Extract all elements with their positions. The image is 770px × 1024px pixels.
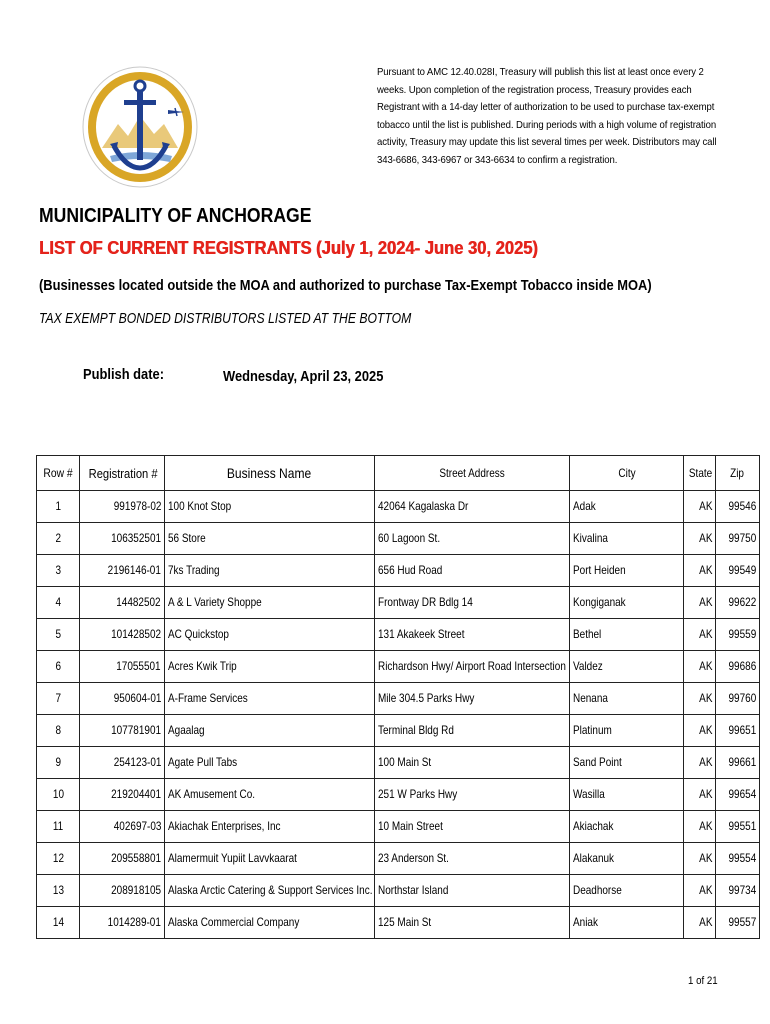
cell-business-name: Akiachak Enterprises, Inc	[165, 811, 375, 843]
cell-business-name: Agaalag	[165, 715, 375, 747]
column-header-zip: Zip	[716, 456, 760, 491]
cell-zip: 99654	[716, 779, 760, 811]
table-row	[37, 619, 760, 651]
publish-date-label: Publish date:	[83, 366, 165, 383]
cell-state: AK	[684, 491, 716, 523]
cell-city: Valdez	[570, 651, 684, 683]
cell-city: Aniak	[570, 907, 684, 939]
table-row	[37, 683, 760, 715]
cell-business-name: AC Quickstop	[165, 619, 375, 651]
cell-registration: 14482502	[80, 587, 165, 619]
table-header-row	[37, 456, 760, 491]
table-row	[37, 747, 760, 779]
cell-row-number: 7	[37, 683, 80, 715]
cell-business-name: Alaska Arctic Catering & Support Services Inc.	[165, 875, 375, 907]
table-row	[37, 843, 760, 875]
cell-zip: 99661	[716, 747, 760, 779]
table-row	[37, 875, 760, 907]
cell-street-address: 100 Main St	[375, 747, 570, 779]
cell-row-number: 3	[37, 555, 80, 587]
cell-city: Adak	[570, 491, 684, 523]
cell-city: Nenana	[570, 683, 684, 715]
cell-zip: 99651	[716, 715, 760, 747]
column-header-street-address: Street Address	[375, 456, 570, 491]
cell-registration: 1014289-01	[80, 907, 165, 939]
cell-business-name: Alaska Commercial Company	[165, 907, 375, 939]
municipality-seal-logo	[80, 64, 200, 190]
cell-row-number: 4	[37, 587, 80, 619]
column-header-state: State	[684, 456, 716, 491]
cell-state: AK	[684, 875, 716, 907]
cell-business-name: 56 Store	[165, 523, 375, 555]
table-row	[37, 811, 760, 843]
cell-city: Bethel	[570, 619, 684, 651]
cell-city: Deadhorse	[570, 875, 684, 907]
publication-notice: Pursuant to AMC 12.40.028I, Treasury will publish this list at least once every 2 weeks. Upon completion of the registration process, Treasury provides each Registrant with a 14-day letter of authorization to be used to purchase tax-exempt tobacco until the list is published. During periods with a high volume of registration activity, Treasury may update this list several times per week. Distributors may call 343-6686, 343-6967 or 343-6634 to confirm a registration.	[377, 67, 717, 166]
cell-street-address: 131 Akakeek Street	[375, 619, 570, 651]
cell-state: AK	[684, 843, 716, 875]
column-header-registration: Registration #	[80, 456, 165, 491]
cell-zip: 99734	[716, 875, 760, 907]
cell-registration: 254123-01	[80, 747, 165, 779]
cell-state: AK	[684, 747, 716, 779]
cell-state: AK	[684, 683, 716, 715]
cell-city: Sand Point	[570, 747, 684, 779]
table-row	[37, 779, 760, 811]
registrants-table	[36, 455, 760, 939]
page-title: MUNICIPALITY OF ANCHORAGE	[39, 205, 312, 227]
cell-registration: 991978-02	[80, 491, 165, 523]
cell-street-address: 23 Anderson St.	[375, 843, 570, 875]
cell-business-name: AK Amusement Co.	[165, 779, 375, 811]
table-row	[37, 491, 760, 523]
cell-street-address: 251 W Parks Hwy	[375, 779, 570, 811]
cell-row-number: 6	[37, 651, 80, 683]
cell-city: Alakanuk	[570, 843, 684, 875]
column-header-business-name: Business Name	[165, 456, 375, 491]
table-row	[37, 587, 760, 619]
cell-row-number: 10	[37, 779, 80, 811]
cell-state: AK	[684, 587, 716, 619]
cell-city: Kongiganak	[570, 587, 684, 619]
cell-state: AK	[684, 907, 716, 939]
cell-street-address: Mile 304.5 Parks Hwy	[375, 683, 570, 715]
cell-state: AK	[684, 555, 716, 587]
distributors-note: TAX EXEMPT BONDED DISTRIBUTORS LISTED AT THE BOTTOM	[39, 311, 412, 327]
cell-city: Port Heiden	[570, 555, 684, 587]
cell-zip: 99622	[716, 587, 760, 619]
column-header-row-number: Row #	[37, 456, 80, 491]
cell-row-number: 13	[37, 875, 80, 907]
cell-registration: 208918105	[80, 875, 165, 907]
cell-zip: 99557	[716, 907, 760, 939]
cell-street-address: 60 Lagoon St.	[375, 523, 570, 555]
cell-state: AK	[684, 811, 716, 843]
table-row	[37, 715, 760, 747]
cell-row-number: 1	[37, 491, 80, 523]
page-number: 1 of 21	[688, 975, 718, 987]
table-row	[37, 523, 760, 555]
list-subtitle: (Businesses located outside the MOA and authorized to purchase Tax-Exempt Tobacco inside MOA)	[39, 277, 652, 294]
cell-row-number: 11	[37, 811, 80, 843]
cell-registration: 209558801	[80, 843, 165, 875]
cell-state: AK	[684, 715, 716, 747]
cell-city: Kivalina	[570, 523, 684, 555]
cell-row-number: 9	[37, 747, 80, 779]
cell-business-name: Alamermuit Yupiit Lavvkaarat	[165, 843, 375, 875]
cell-street-address: Terminal Bldg Rd	[375, 715, 570, 747]
cell-zip: 99559	[716, 619, 760, 651]
cell-registration: 950604-01	[80, 683, 165, 715]
table-row	[37, 651, 760, 683]
cell-business-name: Acres Kwik Trip	[165, 651, 375, 683]
cell-street-address: 125 Main St	[375, 907, 570, 939]
cell-registration: 107781901	[80, 715, 165, 747]
cell-row-number: 14	[37, 907, 80, 939]
cell-street-address: 656 Hud Road	[375, 555, 570, 587]
cell-registration: 2196146-01	[80, 555, 165, 587]
cell-street-address: Frontway DR Bdlg 14	[375, 587, 570, 619]
cell-zip: 99760	[716, 683, 760, 715]
cell-row-number: 8	[37, 715, 80, 747]
list-title: LIST OF CURRENT REGISTRANTS (July 1, 2024- June 30, 2025)	[39, 238, 538, 258]
table-row	[37, 555, 760, 587]
cell-business-name: A-Frame Services	[165, 683, 375, 715]
cell-city: Wasilla	[570, 779, 684, 811]
cell-state: AK	[684, 619, 716, 651]
cell-city: Akiachak	[570, 811, 684, 843]
cell-street-address: 10 Main Street	[375, 811, 570, 843]
cell-street-address: Richardson Hwy/ Airport Road Intersection	[375, 651, 570, 683]
cell-zip: 99686	[716, 651, 760, 683]
cell-registration: 402697-03	[80, 811, 165, 843]
cell-business-name: A & L Variety Shoppe	[165, 587, 375, 619]
cell-row-number: 12	[37, 843, 80, 875]
publish-date-value: Wednesday, April 23, 2025	[223, 368, 384, 385]
cell-zip: 99551	[716, 811, 760, 843]
cell-city: Platinum	[570, 715, 684, 747]
cell-zip: 99546	[716, 491, 760, 523]
cell-zip: 99750	[716, 523, 760, 555]
cell-registration: 101428502	[80, 619, 165, 651]
cell-street-address: 42064 Kagalaska Dr	[375, 491, 570, 523]
cell-street-address: Northstar Island	[375, 875, 570, 907]
column-header-city: City	[570, 456, 684, 491]
cell-business-name: Agate Pull Tabs	[165, 747, 375, 779]
cell-state: AK	[684, 779, 716, 811]
cell-state: AK	[684, 523, 716, 555]
cell-business-name: 7ks Trading	[165, 555, 375, 587]
cell-row-number: 5	[37, 619, 80, 651]
cell-registration: 17055501	[80, 651, 165, 683]
cell-registration: 106352501	[80, 523, 165, 555]
cell-state: AK	[684, 651, 716, 683]
cell-zip: 99554	[716, 843, 760, 875]
cell-registration: 219204401	[80, 779, 165, 811]
cell-row-number: 2	[37, 523, 80, 555]
table-row	[37, 907, 760, 939]
cell-zip: 99549	[716, 555, 760, 587]
table-body	[37, 491, 760, 939]
cell-business-name: 100 Knot Stop	[165, 491, 375, 523]
